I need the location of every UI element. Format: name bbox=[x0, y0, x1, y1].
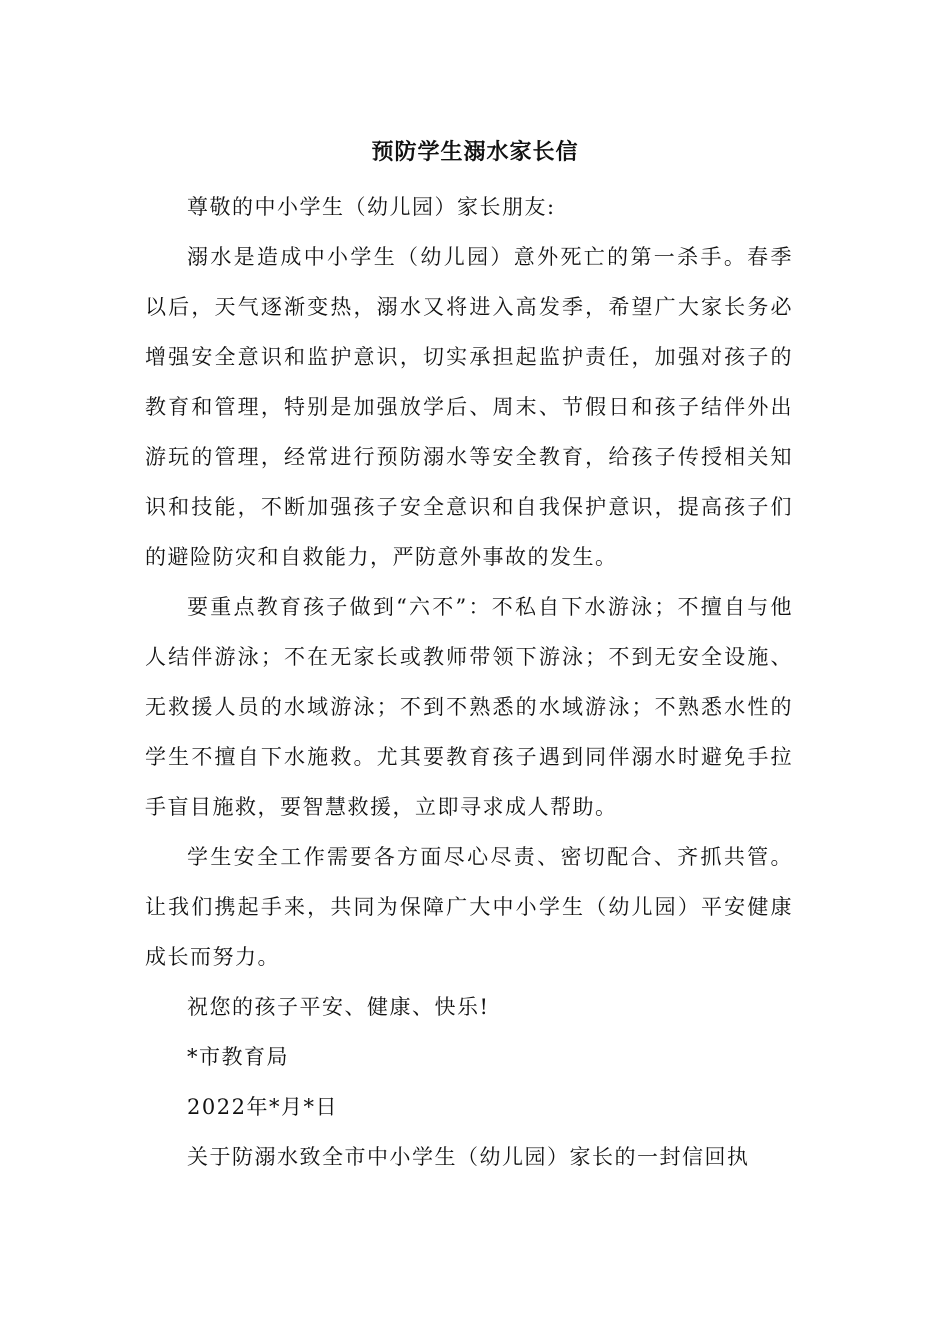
closing-line: 祝您的孩子平安、健康、快乐! bbox=[187, 995, 490, 1019]
salutation: 尊敬的中小学生（幼儿园）家长朋友: bbox=[187, 195, 556, 219]
signature: *市教育局 bbox=[187, 1045, 289, 1069]
paragraph-1: 溺水是造成中小学生（幼儿园）意外死亡的第一杀手。春季以后，天气逐渐变热，溺水又将进入高发季，希望广大家长务必增强安全意识和监护意识，切实承担起监护责任，加强对孩子的教育和管理，特别是加强放学后、周末、节假日和孩子结伴外出游玩的管理，经常进行预防溺水等安全教育，给孩子传授相关知识和技能，不断加强孩子安全意识和自我保护意识，提高孩子们的避险防灾和自救能力，严防意外事故的发生。 bbox=[145, 245, 793, 569]
paragraph-2: 要重点教育孩子做到“六不”：不私自下水游泳；不擅自与他人结伴游泳；不在无家长或教师带领下游泳；不到无安全设施、无救援人员的水域游泳；不到不熟悉的水域游泳；不熟悉水性的学生不擅自下水施救。尤其要教育孩子遇到同伴溺水时避免手拉手盲目施救，要智慧救援，立即寻求成人帮助。 bbox=[145, 595, 793, 819]
receipt-title: 关于防溺水致全市中小学生（幼儿园）家长的一封信回执 bbox=[187, 1145, 750, 1169]
date-line: 2022年*月*日 bbox=[187, 1095, 338, 1119]
letter-body bbox=[145, 182, 793, 1182]
document-title: 预防学生溺水家长信 bbox=[371, 139, 579, 165]
paragraph-3: 学生安全工作需要各方面尽心尽责、密切配合、齐抓共管。让我们携起手来，共同为保障广大中小学生（幼儿园）平安健康成长而努力。 bbox=[145, 845, 793, 969]
